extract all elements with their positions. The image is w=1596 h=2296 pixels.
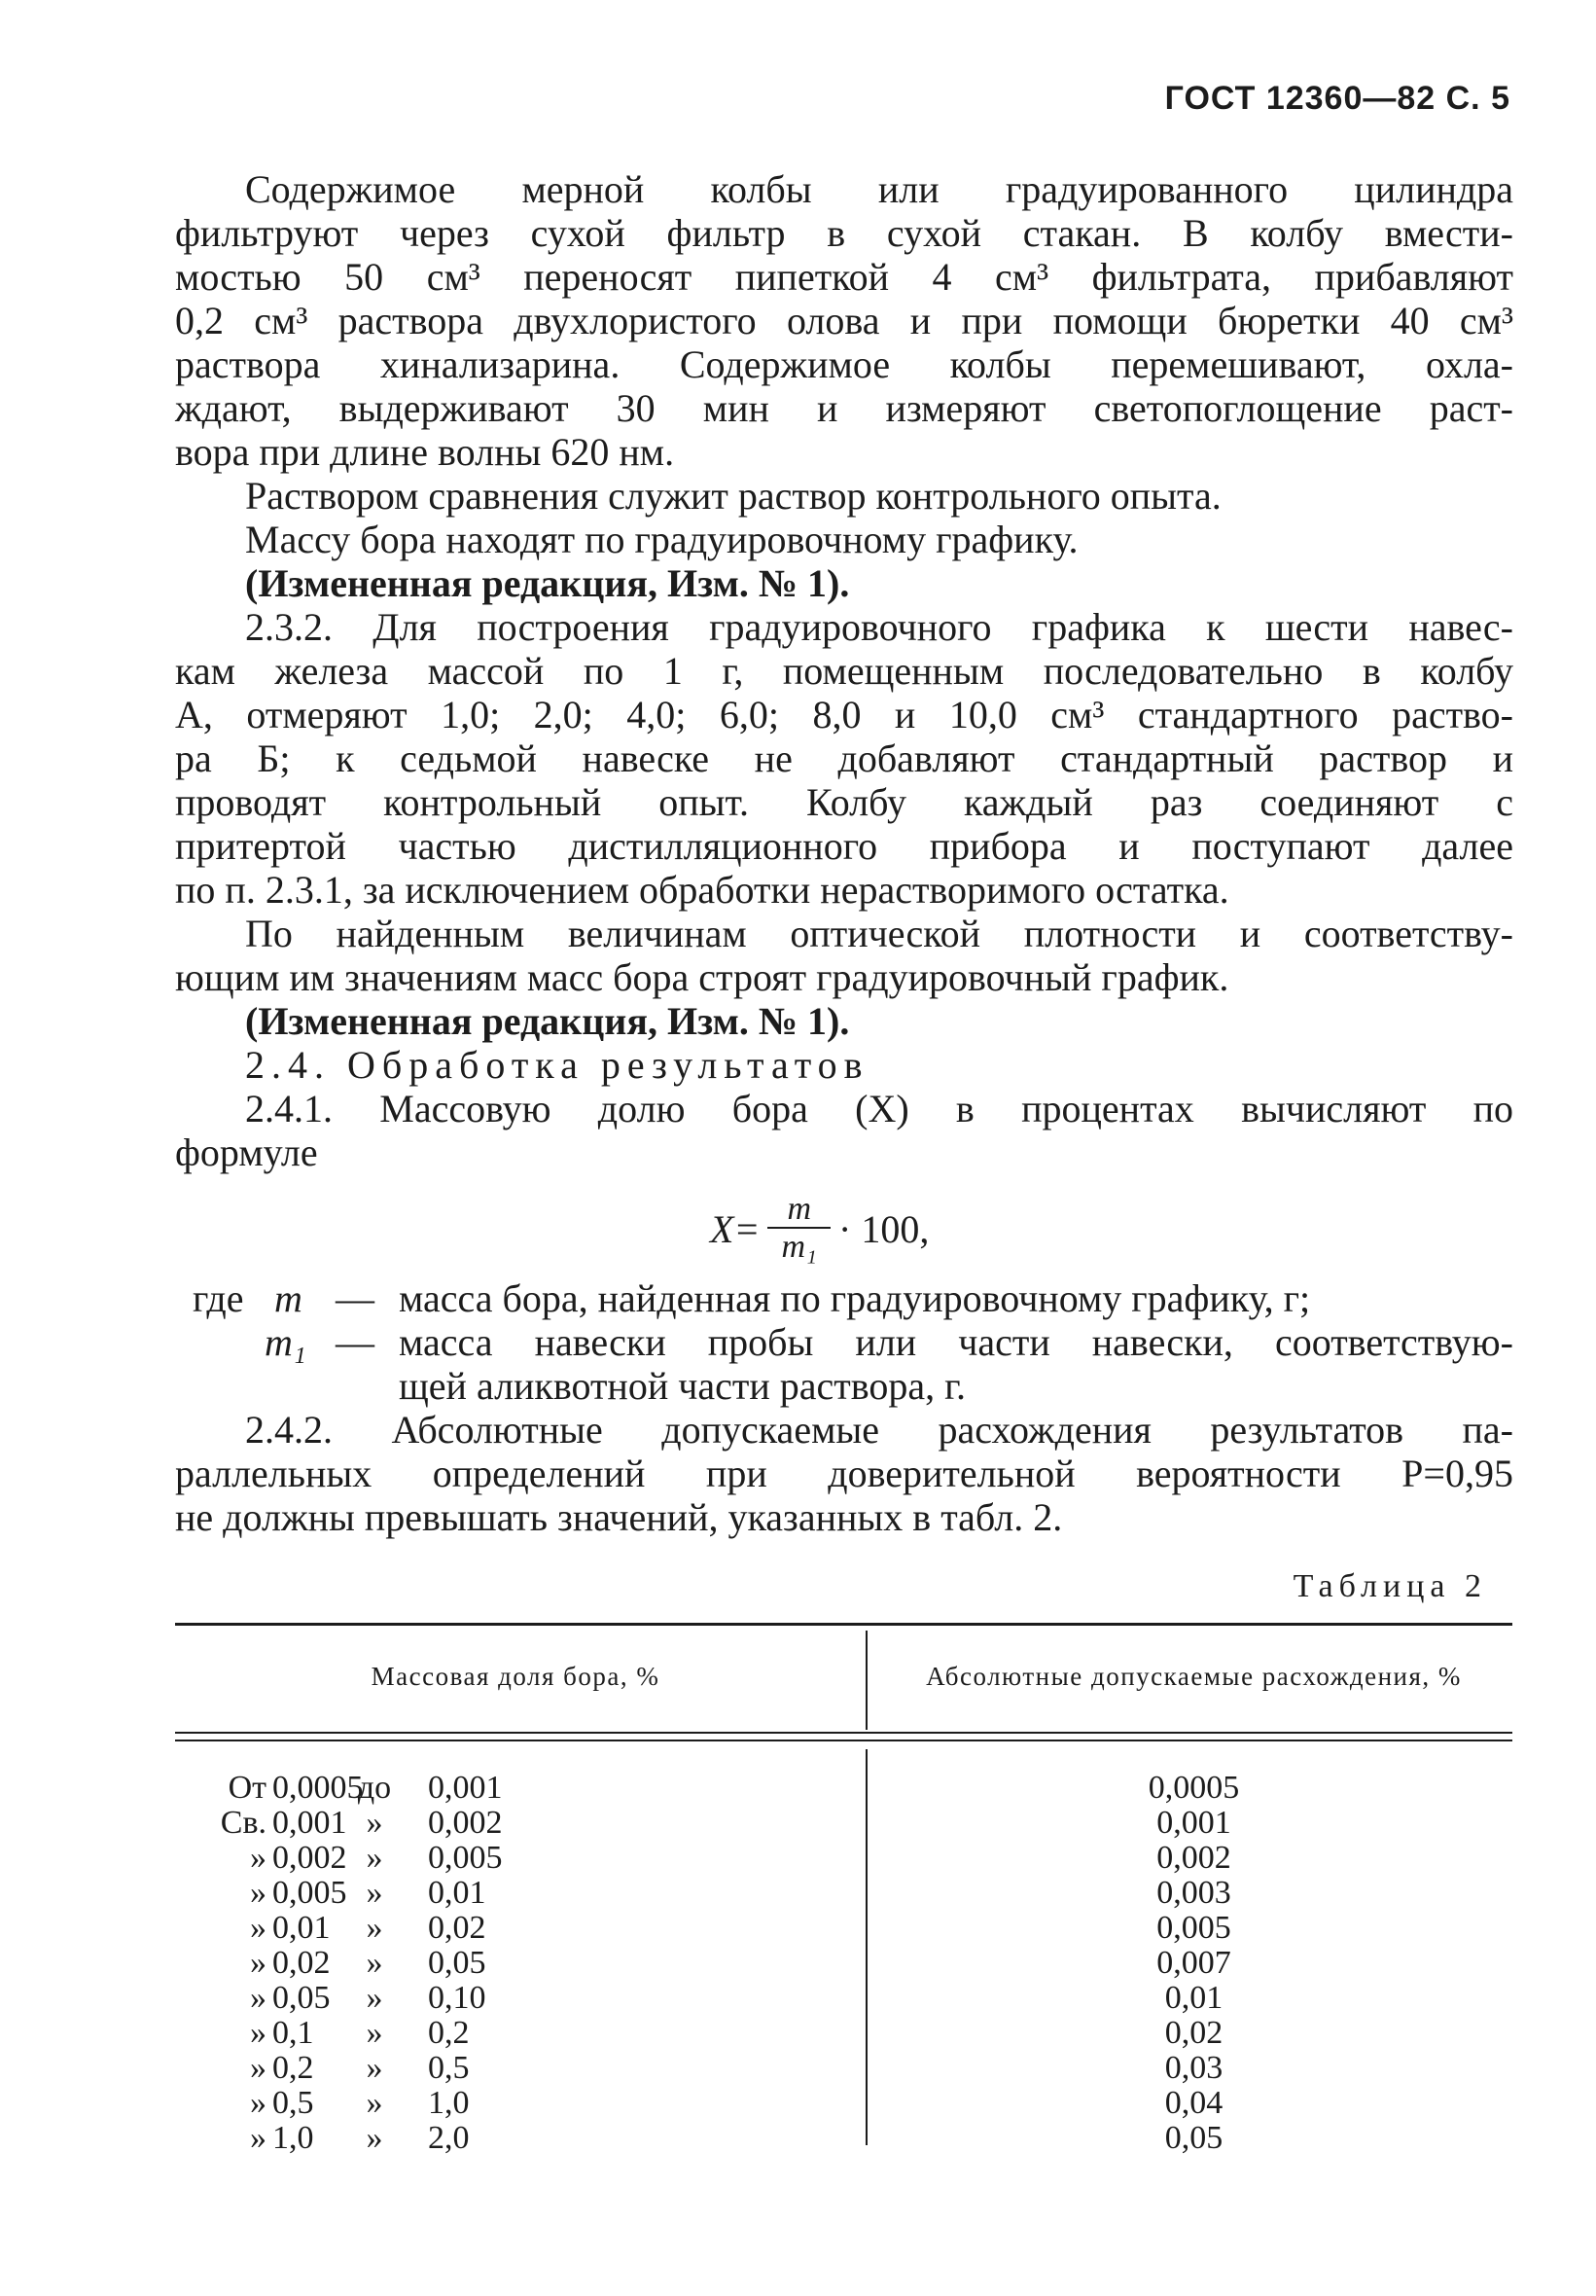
range-separator: »	[366, 1805, 383, 1841]
table-row	[175, 1806, 1512, 1841]
range-from: 0,002	[272, 1840, 347, 1876]
text-line: 2.4.1. Массовую долю бора (X) в процентах вычисляют по	[245, 1087, 1513, 1130]
text-line: по п. 2.3.1, за исключением обработки нерастворимого остатка.	[175, 868, 1229, 912]
range-to: 1,0	[428, 2085, 470, 2121]
where-m1-symbol: m₁	[265, 1320, 306, 1364]
allowed-discrepancy-value: 0,005	[1156, 1910, 1231, 1946]
range-from: 1,0	[272, 2120, 314, 2156]
allowed-discrepancy-value: 0,05	[1164, 2120, 1224, 2156]
paragraph-comparison-solution: Раствором сравнения служит раствор контрольного опыта.	[245, 474, 1222, 518]
text-line: По найденным величинам оптической плотности и соответству-	[245, 912, 1513, 955]
range-from: 0,2	[272, 2050, 314, 2086]
where-dash: —	[336, 1276, 374, 1320]
text-line: ющим им значениям масс бора строят градуировочный график.	[175, 955, 1229, 999]
paragraph-2-4-2	[175, 1408, 1513, 1539]
range-separator: »	[366, 1840, 383, 1876]
formula-numerator: m	[787, 1191, 811, 1227]
text-line: фильтруют через сухой фильтр в сухой стакан. В колбу вмести-	[175, 211, 1513, 255]
where-m-definition: масса бора, найденная по градуировочному графику, г;	[399, 1276, 1311, 1320]
text-line: 2.3.2. Для построения градуировочного графика к шести навес-	[245, 605, 1513, 649]
range-from: 0,1	[272, 2015, 314, 2051]
range-prefix: »	[250, 2120, 266, 2156]
range-prefix: »	[250, 1910, 266, 1946]
range-from: 0,05	[272, 1980, 331, 2016]
range-to: 0,001	[428, 1770, 503, 1806]
range-to: 0,02	[428, 1910, 486, 1946]
range-prefix: »	[250, 2085, 266, 2121]
range-prefix: »	[250, 1945, 266, 1981]
table-caption: Таблица 2	[1293, 1568, 1487, 1604]
amendment-note: (Измененная редакция, Изм. № 1).	[245, 561, 850, 605]
range-to: 0,10	[428, 1980, 486, 2016]
table-header-allowed-discrepancy: Абсолютные допускаемые расхождения, %	[926, 1662, 1462, 1691]
where-dash: —	[336, 1320, 374, 1364]
range-separator: »	[366, 1945, 383, 1981]
range-separator: »	[366, 2015, 383, 2051]
formula-fraction	[767, 1192, 831, 1266]
range-from: 0,005	[272, 1875, 347, 1911]
range-from: 0,5	[272, 2085, 314, 2121]
table-row	[175, 2121, 1512, 2156]
boron-fraction-formula	[710, 1185, 929, 1273]
allowed-discrepancy-value: 0,01	[1164, 1980, 1224, 2016]
range-to: 2,0	[428, 2120, 470, 2156]
text-line: не должны превышать значений, указанных в табл. 2.	[175, 1495, 1063, 1539]
range-separator: »	[366, 1875, 383, 1911]
amendment-note: (Измененная редакция, Изм. № 1).	[245, 999, 850, 1043]
range-prefix: »	[250, 2050, 266, 2086]
range-to: 0,01	[428, 1875, 486, 1911]
paragraph-2-4-1	[175, 1087, 1513, 1174]
text-line: притертой частью дистилляционного прибора и поступают далее	[175, 824, 1513, 868]
section-heading-2-4: 2.4. Обработка результатов	[245, 1043, 869, 1087]
range-separator: »	[366, 1980, 383, 2016]
range-to: 0,05	[428, 1945, 486, 1981]
table-column-divider	[866, 1631, 868, 1730]
paragraph-2-3-2	[175, 605, 1513, 912]
allowed-discrepancy-value: 0,007	[1156, 1945, 1231, 1981]
range-from: 0,0005	[272, 1770, 364, 1806]
text-line: ждают, выдерживают 30 мин и измеряют светопоглощение раст-	[175, 386, 1513, 430]
table-row	[175, 2016, 1512, 2051]
text-line: кам железа массой по 1 г, помещенным последовательно в колбу	[175, 649, 1513, 693]
allowed-discrepancy-value: 0,02	[1164, 2015, 1224, 2051]
formula-rhs: · 100,	[838, 1206, 930, 1251]
range-from: 0,001	[272, 1805, 347, 1841]
text-line: ра Б; к седьмой навеске не добавляют стандартный раствор и	[175, 736, 1513, 780]
allowed-discrepancy-value: 0,04	[1164, 2085, 1224, 2121]
range-separator: »	[366, 2085, 383, 2121]
range-prefix: »	[250, 1875, 266, 1911]
range-prefix: Св.	[220, 1805, 266, 1841]
range-from: 0,02	[272, 1945, 331, 1981]
range-to: 0,5	[428, 2050, 470, 2086]
range-separator: до	[357, 1770, 392, 1806]
range-prefix: »	[250, 2015, 266, 2051]
text-line: А, отмеряют 1,0; 2,0; 4,0; 6,0; 8,0 и 10,0 см³ стандартного раство-	[175, 693, 1513, 736]
allowed-discrepancy-value: 0,003	[1156, 1875, 1231, 1911]
where-m1-definition: масса навески пробы или части навески, соответствую-	[399, 1320, 1513, 1364]
table-row	[175, 1771, 1512, 1806]
text-line: мостью 50 см³ переносят пипеткой 4 см³ фильтрата, прибавляют	[175, 255, 1513, 299]
table-row	[175, 1876, 1512, 1911]
range-separator: »	[366, 1910, 383, 1946]
range-to: 0,2	[428, 2015, 470, 2051]
formula-denominator: m₁	[781, 1229, 817, 1265]
text-line: проводят контрольный опыт. Колбу каждый раз соединяют с	[175, 780, 1513, 824]
paragraph-boron-mass: Массу бора находят по градуировочному графику.	[245, 518, 1079, 561]
range-prefix: »	[250, 1840, 266, 1876]
text-line: вора при длине волны 620 нм.	[175, 430, 675, 474]
range-prefix: »	[250, 1980, 266, 2016]
paragraph-filtration	[175, 167, 1513, 474]
formula-lhs: X=	[710, 1206, 761, 1251]
where-m1-definition-cont: щей аликвотной части раствора, г.	[399, 1364, 967, 1408]
table-row	[175, 1911, 1512, 1946]
text-line: 2.4.2. Абсолютные допускаемые расхождения результатов па-	[245, 1408, 1513, 1452]
range-to: 0,005	[428, 1840, 503, 1876]
range-to: 0,002	[428, 1805, 503, 1841]
paragraph-calibration-graph	[175, 912, 1513, 999]
running-header: ГОСТ 12360—82 С. 5	[1164, 80, 1510, 117]
allowed-discrepancy-value: 0,001	[1156, 1805, 1231, 1841]
where-lead: где	[193, 1276, 244, 1320]
table-header-rule	[175, 1732, 1512, 1734]
text-line: раллельных определений при доверительной вероятности P=0,95	[175, 1452, 1513, 1495]
allowed-discrepancy-value: 0,002	[1156, 1840, 1231, 1876]
table-row	[175, 1946, 1512, 1981]
table-row	[175, 1981, 1512, 2016]
allowed-discrepancy-value: 0,03	[1164, 2050, 1224, 2086]
allowed-discrepancy-value: 0,0005	[1148, 1770, 1240, 1806]
range-from: 0,01	[272, 1910, 331, 1946]
where-m-symbol: m	[274, 1276, 302, 1320]
table-row	[175, 2086, 1512, 2121]
table-header-rule	[175, 1740, 1512, 1741]
text-line: 0,2 см³ раствора двухлористого олова и при помощи бюретки 40 см³	[175, 299, 1513, 342]
range-separator: »	[366, 2050, 383, 2086]
table-row	[175, 1841, 1512, 1876]
text-line: Содержимое мерной колбы или градуированного цилиндра	[245, 167, 1513, 211]
range-separator: »	[366, 2120, 383, 2156]
text-line: раствора хинализарина. Содержимое колбы перемешивают, охла-	[175, 342, 1513, 386]
table-top-rule	[175, 1623, 1512, 1626]
text-line: формуле	[175, 1130, 318, 1174]
table-row	[175, 2051, 1512, 2086]
range-prefix: От	[228, 1770, 266, 1806]
table-header-boron-fraction: Массовая доля бора, %	[371, 1662, 660, 1691]
